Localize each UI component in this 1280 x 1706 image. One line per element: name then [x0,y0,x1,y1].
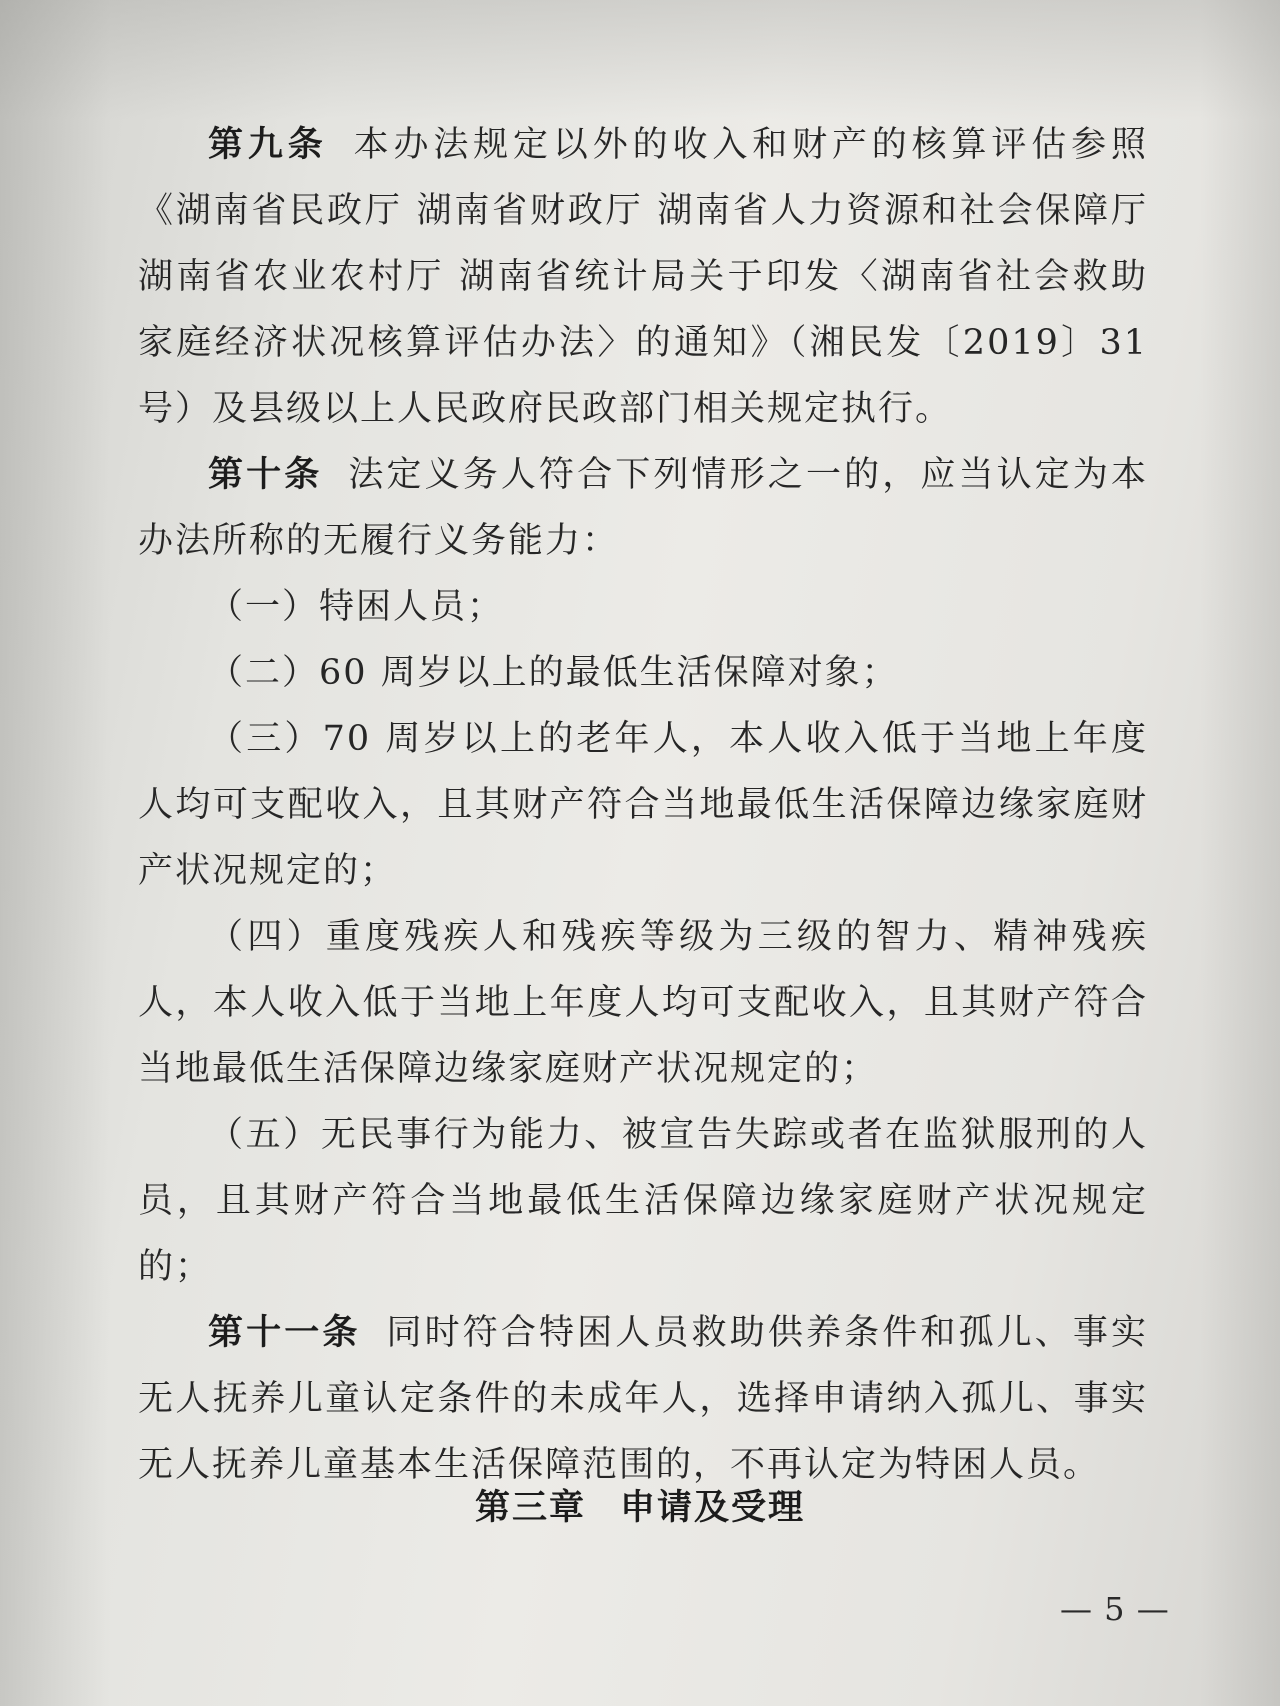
article-10-text: 法定义务人符合下列情形之一的，应当认定为本办法所称的无履行义务能力： [138,455,1148,561]
article-10-item-5: （五）无民事行为能力、被宣告失踪或者在监狱服刑的人员，且其财产符合当地最低生活保障边缘家庭财产状况规定的； [138,1115,1148,1287]
chapter-heading [0,1480,1280,1530]
article-10-item-2: （二）60 周岁以上的最低生活保障对象； [208,653,899,693]
document-body [138,112,1148,1498]
article-10-item-1: （一）特困人员； [208,587,505,627]
article-10-label: 第十条 [208,455,323,495]
article-9 [138,112,1148,442]
page-shadow-top [0,0,1280,120]
article-11-label: 第十一条 [208,1313,361,1353]
article-10-item-4: （四）重度残疾人和残疾等级为三级的智力、精神残疾人，本人收入低于当地上年度人均可支配收入，且其财产符合当地最低生活保障边缘家庭财产状况规定的； [138,917,1148,1089]
article-9-text: 本办法规定以外的收入和财产的核算评估参照《湖南省民政厅 湖南省财政厅 湖南省人力资源和社会保障厅 湖南省农业农村厅 湖南省统计局关于印发〈湖南省社会救助家庭经济状况核算评估办法〉的通知》（湘民发〔2019〕31号）及县级以上人民政府民政部门相关规定执行。 [138,125,1148,429]
article-11-text: 同时符合特困人员救助供养条件和孤儿、事实无人抚养儿童认定条件的未成年人，选择申请纳入孤儿、事实无人抚养儿童基本生活保障范围的，不再认定为特困人员。 [138,1313,1148,1485]
page-shadow-left [0,0,110,1706]
article-10-item-3: （三）70 周岁以上的老年人，本人收入低于当地上年度人均可支配收入，且其财产符合当地最低生活保障边缘家庭财产状况规定的； [138,719,1148,891]
article-9-label: 第九条 [208,125,328,165]
article-10 [138,442,1148,574]
chapter-title: 申请及受理 [620,1488,806,1528]
page-shadow-right [1200,0,1280,1706]
article-11 [138,1300,1148,1498]
chapter-number: 第三章 [474,1488,586,1528]
page-number: — 5 — [1060,1590,1170,1628]
